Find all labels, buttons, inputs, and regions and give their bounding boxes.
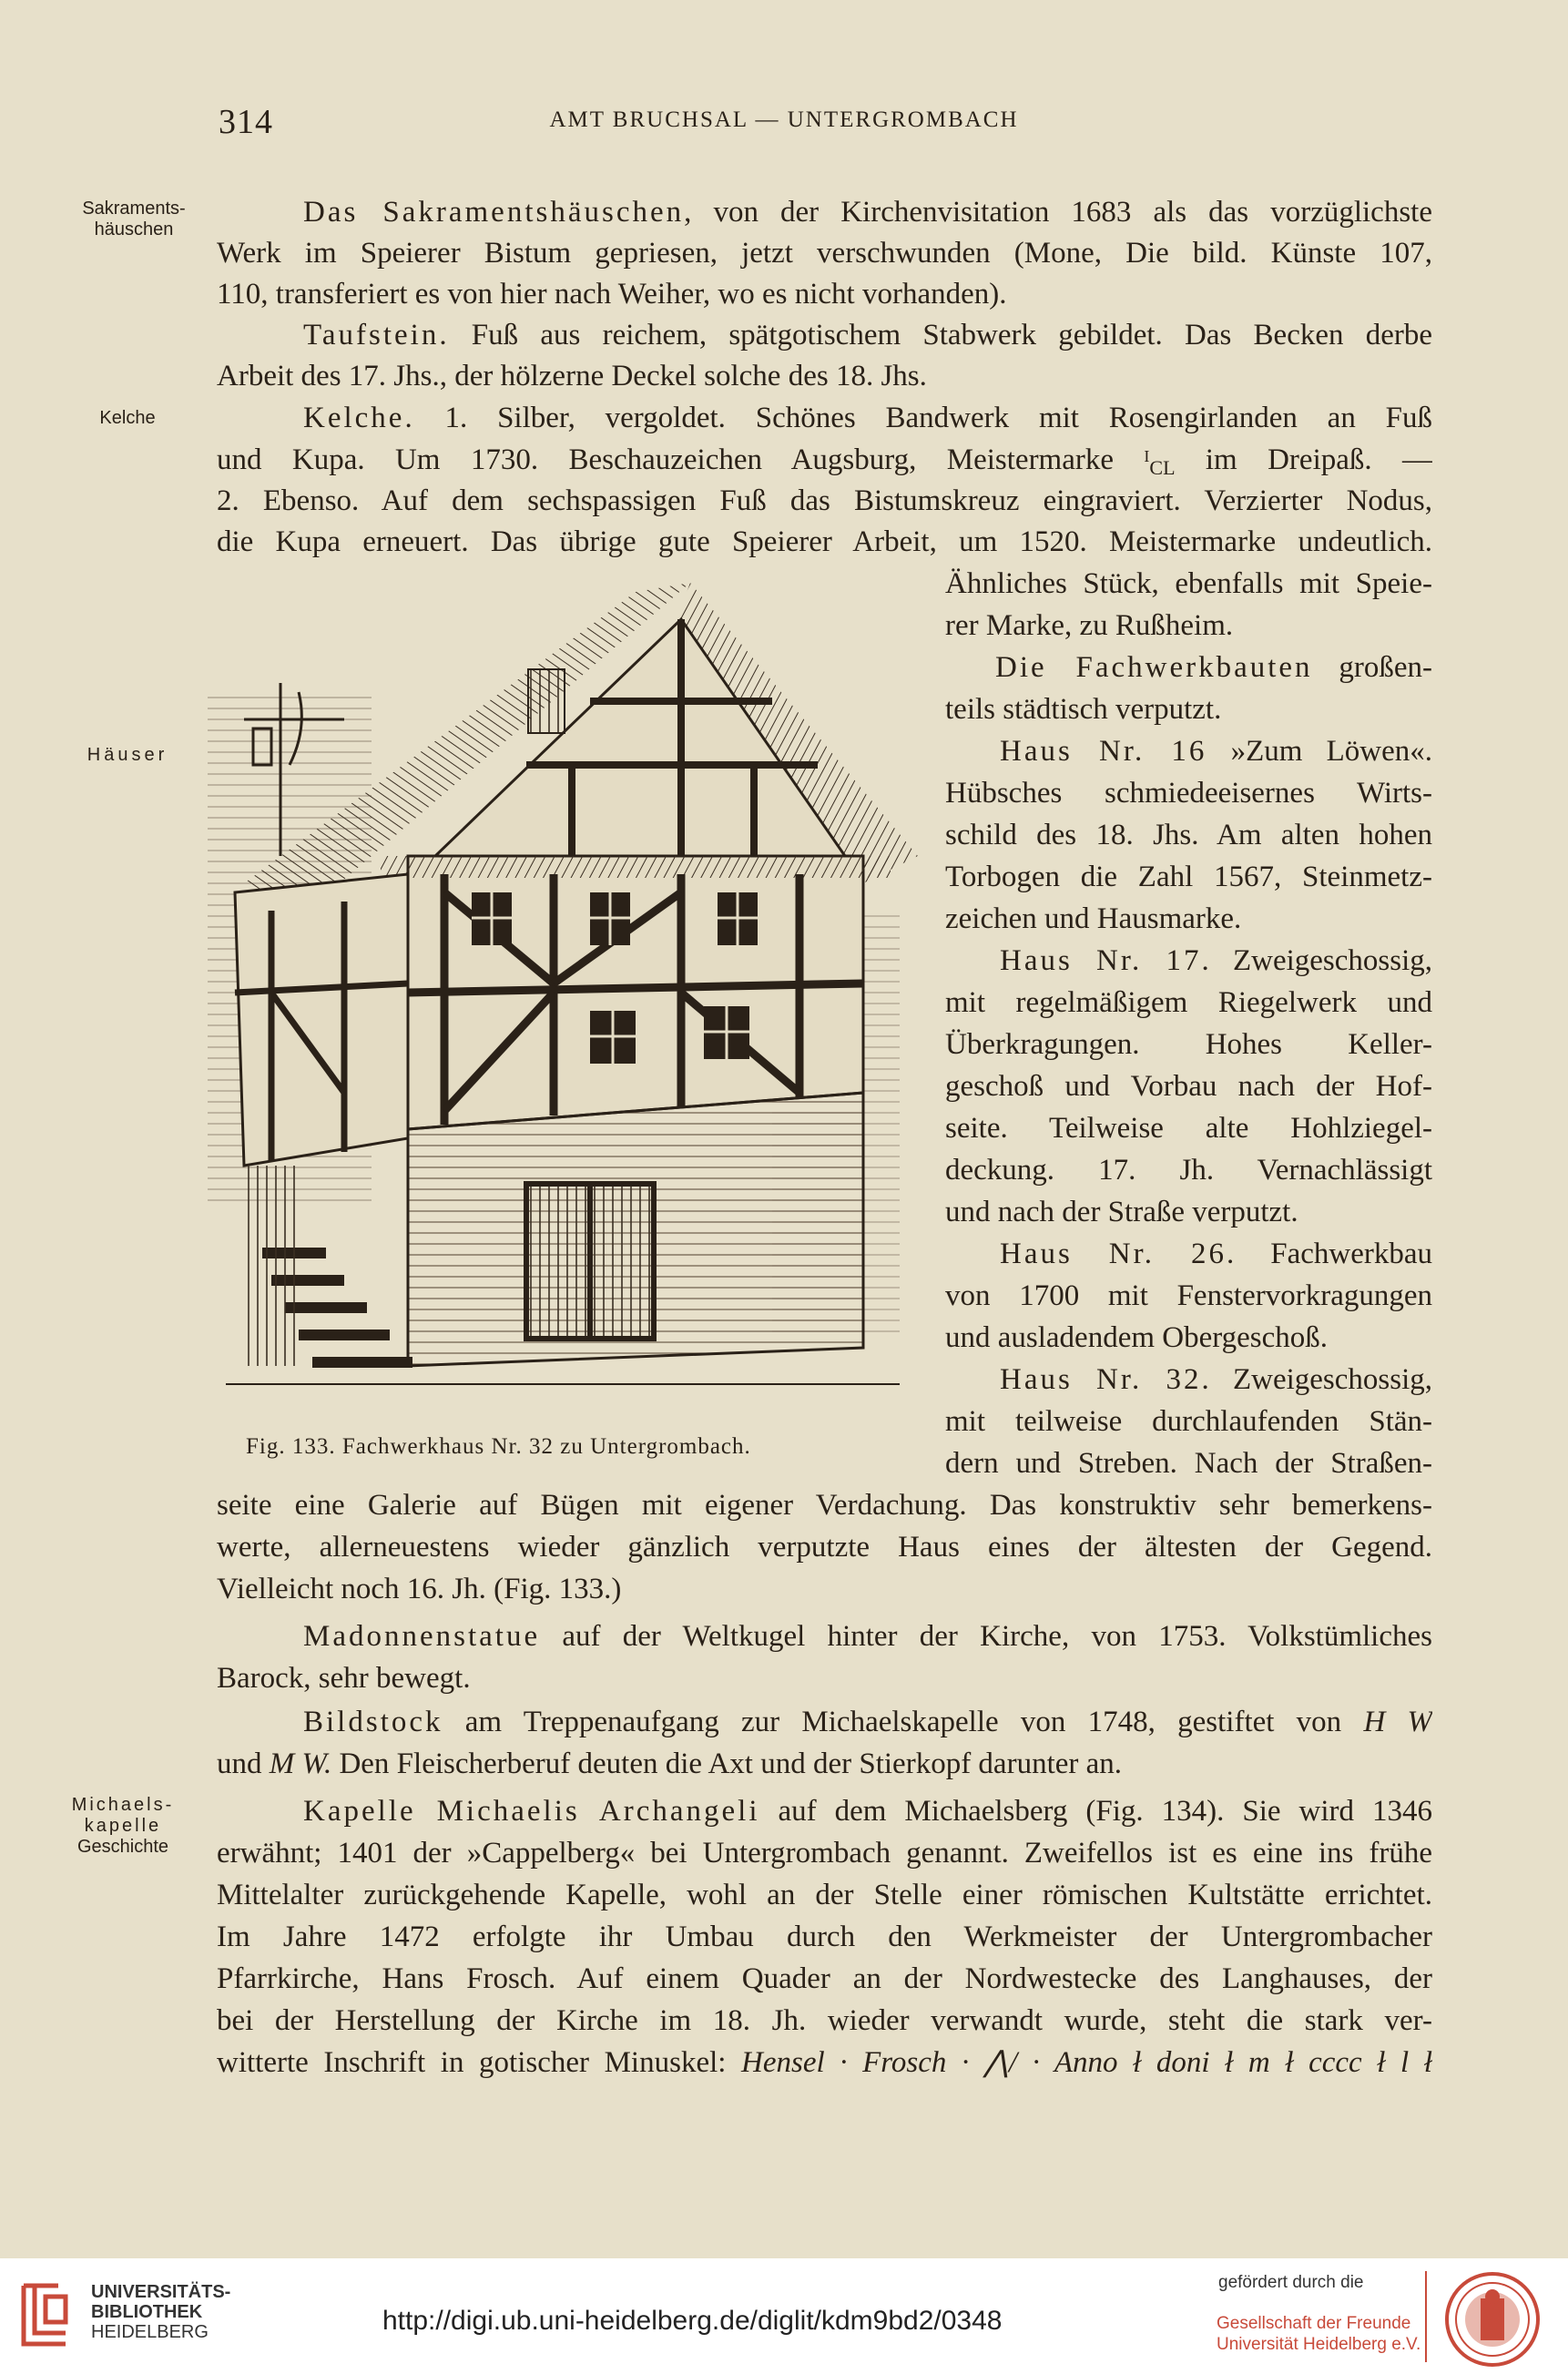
text-line: erwähnt; 1401 der »Cappelberg« bei Untergrombach genannt. Zweifellos ist es eine ins frühe (217, 1837, 1432, 1870)
text-line: Die Fachwerkbauten großen- (995, 651, 1432, 684)
text-line: Vielleicht noch 16. Jh. (Fig. 133.) (217, 1573, 622, 1605)
text-line: Mittelalter zurückgehende Kapelle, wohl an der Stelle einer römischen Kultstätte errichtet. (217, 1879, 1432, 1911)
text-line: seite. Teilweise alte Hohlziegel- (945, 1112, 1432, 1145)
text-line: geschoß und Vorbau nach der Hof- (945, 1070, 1432, 1103)
text-line: deckung. 17. Jh. Vernachlässigt (945, 1154, 1432, 1187)
master-mark: $^I$CL (1144, 447, 1176, 479)
text-line: Das Sakramentshäuschen, von der Kirchenvisitation 1683 als das vorzüglichste (303, 196, 1432, 229)
source-url-link[interactable]: http://digi.ub.uni-heidelberg.de/diglit/kdm9bd2/0348 (382, 2306, 1003, 2336)
text-line: Taufstein. Fuß aus reichem, spätgotischem Stabwerk gebildet. Das Becken derbe (303, 319, 1432, 352)
text-line: Haus Nr. 26. Fachwerkbau (1000, 1238, 1432, 1270)
text-line: Haus Nr. 32. Zweigeschossig, (1000, 1363, 1432, 1396)
text-line: Kapelle Michaelis Archangeli auf dem Michaelsberg (Fig. 134). Sie wird 1346 (303, 1795, 1432, 1828)
text-line: zeichen und Hausmarke. (945, 902, 1242, 935)
text-line: rer Marke, zu Rußheim. (945, 609, 1234, 642)
footer-divider (1425, 2271, 1427, 2362)
text-line: 2. Ebenso. Auf dem sechspassigen Fuß das Bistumskreuz eingraviert. Verzierter Nodus, (217, 484, 1432, 517)
university-seal-icon (1442, 2269, 1543, 2369)
text-line: von 1700 mit Fenstervorkragungen (945, 1279, 1432, 1312)
text-line: Madonnenstatue auf der Weltkugel hinter der Kirche, von 1753. Volkstümliches (303, 1620, 1432, 1653)
library-name: UNIVERSITÄTS- BIBLIOTHEK HEIDELBERG (91, 2282, 231, 2342)
text-line: mit teilweise durchlaufenden Stän- (945, 1405, 1432, 1438)
margin-note-michaelskapelle: Michaels- kapelle Geschichte (71, 1795, 175, 1857)
house-engraving-illustration (208, 583, 918, 1421)
text-line: Torbogen die Zahl 1567, Steinmetz- (945, 861, 1432, 893)
ub-heidelberg-logo-icon (13, 2277, 76, 2353)
text-line: seite eine Galerie auf Bügen mit eigener Verdachung. Das konstruktiv sehr bemerkens- (217, 1489, 1432, 1522)
society-name: Gesellschaft der Freunde Universität Heidelberg e.V. (1217, 2314, 1421, 2354)
text-line: Kelche. 1. Silber, vergoldet. Schönes Bandwerk mit Rosengirlanden an Fuß (303, 402, 1432, 434)
text-line: werte, allerneuestens wieder gänzlich verputzte Haus eines der ältesten der Gegend. (217, 1531, 1432, 1564)
text-line: bei der Herstellung der Kirche im 18. Jh. wieder verwandt wurde, steht die stark ver- (217, 2004, 1432, 2037)
cellar-door (526, 1184, 654, 1339)
text-line: Bildstock am Treppenaufgang zur Michaelskapelle von 1748, gestiftet von H W (303, 1706, 1432, 1738)
text-line: Hübsches schmiedeeisernes Wirts- (945, 777, 1432, 810)
text-line: und ausladendem Obergeschoß. (945, 1321, 1329, 1354)
text-line: die Kupa erneuert. Das übrige gute Speierer Arbeit, um 1520. Meistermarke undeutlich. (217, 525, 1432, 558)
margin-note-sakramentshaeuschen: Sakraments- häuschen (82, 199, 186, 239)
figure-fachwerkhaus (208, 583, 918, 1421)
margin-note-haeuser: Häuser (87, 745, 168, 765)
running-head: AMT BRUCHSAL — UNTERGROMBACH (549, 107, 1019, 132)
margin-note-kelche: Kelche (99, 408, 156, 428)
digitization-footer (0, 2258, 1568, 2374)
text-line: mit regelmäßigem Riegelwerk und (945, 986, 1432, 1019)
text-line: Arbeit des 17. Jhs., der hölzerne Deckel solche des 18. Jhs. (217, 360, 927, 392)
funded-by-label: gefördert durch die (1218, 2273, 1364, 2292)
text-line: witterte Inschrift in gotischer Minuskel: Hensel · Frosch · ⋀/ · Anno ł doni ł m ł cccc ł l ł (217, 2046, 1432, 2079)
text-line: und M W. Den Fleischerberuf deuten die Axt und der Stierkopf darunter an. (217, 1747, 1123, 1780)
text-line: Überkragungen. Hohes Keller- (945, 1028, 1432, 1061)
text-line: 110, transferiert es von hier nach Weiher, wo es nicht vorhanden). (217, 278, 1007, 311)
text-line: Barock, sehr bewegt. (217, 1662, 471, 1695)
figure-caption: Fig. 133. Fachwerkhaus Nr. 32 zu Untergrombach. (246, 1434, 751, 1459)
text-line: dern und Streben. Nach der Straßen- (945, 1447, 1432, 1480)
text-line: und Kupa. Um 1730. Beschauzeichen Augsburg, Meistermarke $^I$CL im Dreipaß. — (217, 443, 1432, 479)
text-line: teils städtisch verputzt. (945, 693, 1222, 726)
page-number: 314 (219, 103, 273, 141)
text-line: Haus Nr. 17. Zweigeschossig, (1000, 944, 1432, 977)
text-line: und nach der Straße verputzt. (945, 1196, 1298, 1228)
text-line: Haus Nr. 16 »Zum Löwen«. (1000, 735, 1432, 768)
text-line: schild des 18. Jhs. Am alten hohen (945, 819, 1432, 851)
text-line: Im Jahre 1472 erfolgte ihr Umbau durch den Werkmeister der Untergrombacher (217, 1921, 1432, 1953)
text-line: Ähnliches Stück, ebenfalls mit Speie- (945, 567, 1432, 600)
text-line: Pfarrkirche, Hans Frosch. Auf einem Quader an der Nordwestecke des Langhauses, der (217, 1962, 1432, 1995)
text-line: Werk im Speierer Bistum gepriesen, jetzt verschwunden (Mone, Die bild. Künste 107, (217, 237, 1432, 270)
